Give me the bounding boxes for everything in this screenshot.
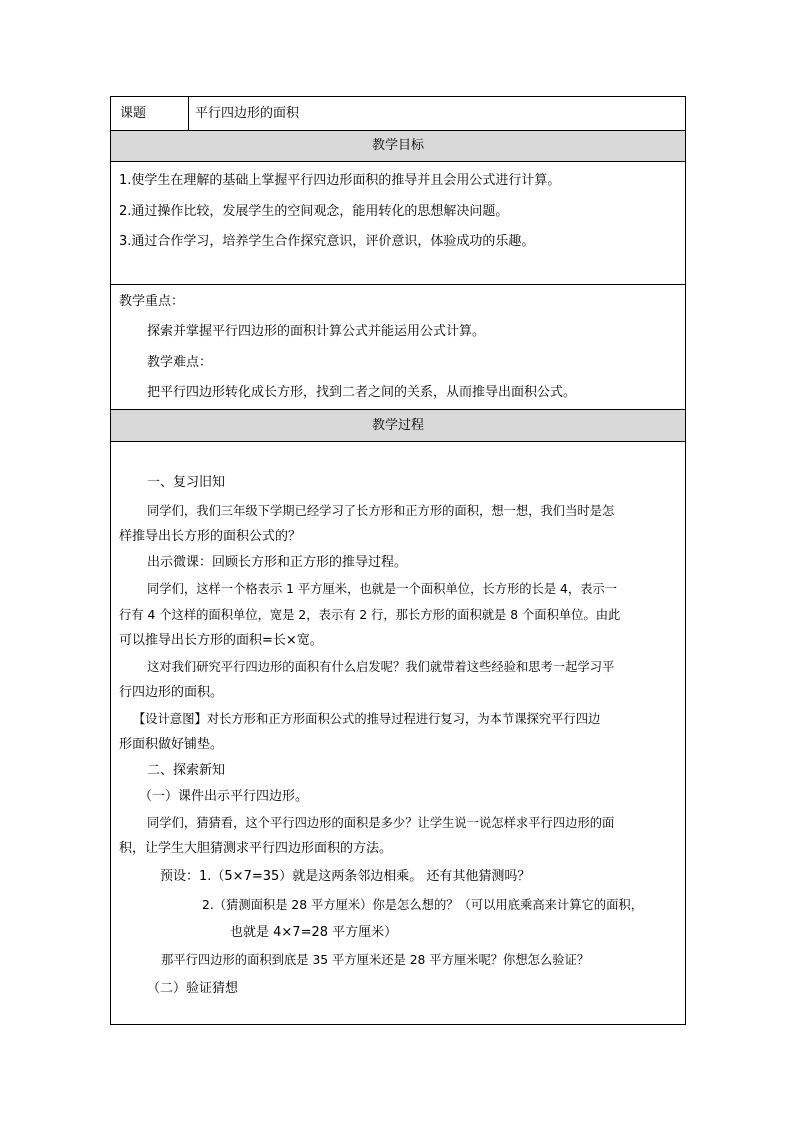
objective-item-2: 2.通过操作比较，发展学生的空间观念，能用转化的思想解决问题。 — [119, 204, 509, 219]
objective-item-3: 3.通过合作学习，培养学生合作探究意识，评价意识，体验成功的乐趣。 — [119, 234, 535, 249]
process-line: 二、探索新知 — [147, 763, 226, 778]
topic-title: 平行四边形的面积 — [195, 106, 300, 121]
process-line: 积，让学生大胆猜测求平行四边形面积的方法。 — [119, 841, 393, 856]
process-line: （一）课件出示平行四边形。 — [139, 789, 309, 804]
process-line: 2.（猜测面积是 28 平方厘米）你是怎么想的？（可以用底乘高来计算它的面积， — [202, 898, 643, 912]
process-line: 同学们，我们三年级下学期已经学习了长方形和正方形的面积，想一想，我们当时是怎 — [147, 504, 615, 518]
process-line: 出示微课：回顾长方形和正方形的推导过程。 — [147, 555, 408, 570]
column-divider — [188, 97, 189, 131]
process-header — [111, 409, 685, 442]
title-row — [111, 97, 685, 131]
process-line: 也就是 4×7=28 平方厘米） — [230, 925, 398, 940]
process-line: 形面积做好铺垫。 — [119, 737, 224, 752]
process-line: 样推导出长方形的面积公式的？ — [119, 529, 302, 544]
objective-item-1: 1.使学生在理解的基础上掌握平行四边形面积的推导并且会用公式进行计算。 — [119, 173, 561, 188]
process-line: （二）验证猜想 — [147, 981, 239, 996]
process-line: 这对我们研究平行四边形的面积有什么启发呢？我们就带着这些经验和思考一起学习平 — [147, 660, 615, 674]
objectives-heading: 教学目标 — [371, 138, 424, 153]
objectives-header — [111, 130, 685, 162]
process-line: 那平行四边形的面积到底是 35 平方厘米还是 28 平方厘米呢？你想怎么验证？ — [161, 953, 590, 967]
topic-label: 课题 — [120, 106, 147, 121]
key-point-text: 探索并掌握平行四边形的面积计算公式并能运用公式计算。 — [147, 324, 486, 339]
lesson-plan-table — [110, 96, 686, 1025]
process-line: 一、复习旧知 — [147, 475, 226, 490]
key-point-label: 教学重点： — [119, 294, 185, 309]
process-heading: 教学过程 — [371, 418, 424, 433]
process-line: 同学们，这样一个格表示 1 平方厘米，也就是一个面积单位，长方形的长是 4，表示一 — [147, 582, 618, 596]
section-divider — [111, 284, 685, 285]
process-line: 行四边形的面积。 — [119, 685, 224, 700]
process-line: 预设：1.（5×7=35）就是这两条邻边相乘。 还有其他猜测吗？ — [160, 869, 531, 884]
process-line: 行有 4 个这样的面积单位，宽是 2，表示有 2 行，那长方形的面积就是 8 个面积单位。由此 — [119, 608, 621, 622]
difficulty-label: 教学难点： — [147, 355, 213, 370]
process-line: 【设计意图】对长方形和正方形面积公式的推导过程进行复习，为本节课探究平行四边 — [133, 712, 601, 726]
difficulty-text: 把平行四边形转化成长方形，找到二者之间的关系，从而推导出面积公式。 — [147, 385, 577, 400]
process-line: 同学们，猜猜看，这个平行四边形的面积是多少？让学生说一说怎样求平行四边形的面 — [147, 816, 615, 830]
process-line: 可以推导出长方形的面积=长×宽。 — [119, 633, 323, 648]
